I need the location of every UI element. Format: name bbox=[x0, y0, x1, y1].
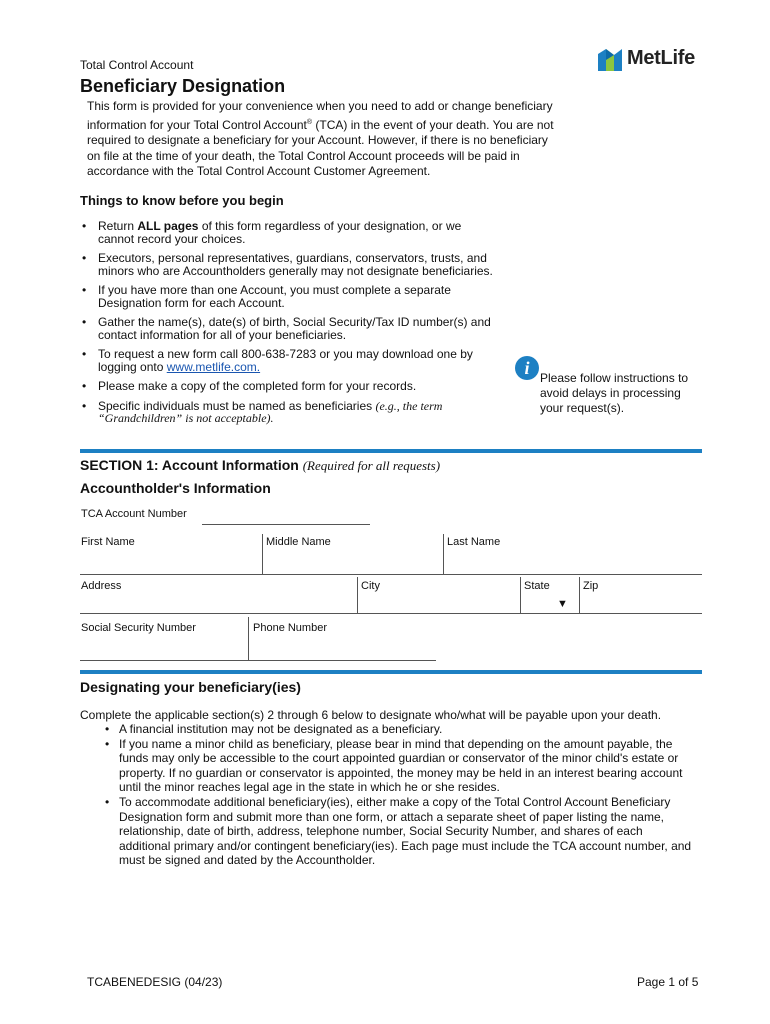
designating-list bbox=[105, 722, 695, 868]
intro-line bbox=[87, 115, 587, 134]
designating-intro: Complete the applicable section(s) 2 through 6 below to designate who/what will be payable upon your death. bbox=[80, 708, 662, 722]
last-name-label: Last Name bbox=[447, 536, 501, 548]
middle-name-label: Middle Name bbox=[266, 536, 331, 548]
list-text: Please make a copy of the completed form for your records. bbox=[98, 379, 417, 393]
list-item bbox=[80, 316, 500, 341]
list-item bbox=[80, 220, 500, 245]
intro-line: on file at the time of your death, the Total Control Account proceeds will be paid in bbox=[87, 148, 520, 163]
name-fields-line[interactable] bbox=[80, 574, 702, 575]
brand-name: MetLife bbox=[627, 47, 695, 69]
bullet: • bbox=[105, 736, 110, 751]
intro-line: accordance with the Total Control Account Customer Agreement. bbox=[87, 164, 431, 178]
city-label: City bbox=[361, 580, 380, 592]
list-text: Gather the name(s), date(s) of birth, Social Security/Tax ID number(s) and contact information for all of your beneficiaries. bbox=[98, 315, 491, 342]
address-label: Address bbox=[81, 580, 122, 592]
bullet: • bbox=[105, 794, 110, 809]
address-fields-line[interactable] bbox=[80, 613, 702, 614]
phone-label: Phone Number bbox=[253, 622, 327, 634]
list-text: To accommodate additional beneficiary(ies), either make a copy of the Total Control Account Beneficiary Designation form and submit more than one form, or attach a separate sheet of paper listing the name, relationship, date of birth, address, telephone number, Social Security Number, and shares of each additional primary and/or contingent beneficiary(ies). Each page must include the TCA account number, and must be signed and dated by the Accountholder. bbox=[119, 794, 692, 868]
info-note: Please follow instructions to avoid delays in processing your request(s). bbox=[540, 371, 689, 415]
field-divider bbox=[443, 534, 444, 575]
list-text-italic: (e.g., the term “Grandchildren” is not acceptable). bbox=[98, 398, 443, 425]
page-title: Beneficiary Designation bbox=[80, 76, 286, 96]
bullet: • bbox=[82, 315, 87, 329]
state-dropdown-arrow-icon[interactable]: ▼ bbox=[557, 598, 568, 610]
state-label: State bbox=[524, 580, 550, 592]
ssn-label: Social Security Number bbox=[81, 622, 196, 634]
bullet: • bbox=[105, 722, 110, 736]
section-divider bbox=[80, 449, 702, 453]
list-item bbox=[105, 795, 695, 868]
field-divider bbox=[520, 577, 521, 614]
metlife-logo-icon bbox=[597, 46, 623, 72]
zip-label: Zip bbox=[583, 580, 599, 592]
bullet: • bbox=[82, 347, 87, 361]
list-item bbox=[80, 252, 500, 277]
list-item bbox=[105, 722, 695, 737]
form-code: TCABENEDESIG (04/23) bbox=[87, 975, 223, 989]
list-text: Executors, personal representatives, guardians, conservators, trusts, and minors who are Accountholders generally may not designate beneficiaries. bbox=[98, 251, 493, 278]
section-divider bbox=[80, 670, 702, 674]
designating-heading: Designating your beneficiary(ies) bbox=[80, 679, 301, 695]
intro-paragraph bbox=[87, 99, 587, 180]
list-text: A financial institution may not be designated as a beneficiary. bbox=[119, 722, 443, 736]
list-item bbox=[80, 380, 500, 393]
ssn-phone-fields-line[interactable] bbox=[80, 660, 436, 661]
page-number: Page 1 of 5 bbox=[637, 975, 699, 989]
list-text: If you have more than one Account, you must complete a separate Designation form for each Account. bbox=[98, 283, 451, 310]
list-text-bold: ALL pages bbox=[137, 219, 199, 233]
intro-line: This form is provided for your convenience when you need to add or change beneficiary bbox=[87, 99, 553, 113]
intro-line: required to designate a beneficiary for your Account. However, if there is no beneficiary bbox=[87, 133, 548, 147]
intro-text: information for your Total Control Account bbox=[87, 117, 307, 132]
list-item bbox=[80, 284, 500, 309]
accountholder-info-heading: Accountholder's Information bbox=[80, 480, 271, 496]
info-icon: i bbox=[515, 356, 539, 380]
list-item bbox=[80, 400, 500, 425]
bullet: • bbox=[82, 251, 87, 265]
registered-mark: ® bbox=[306, 118, 313, 126]
things-to-know-heading: Things to know before you begin bbox=[80, 193, 284, 208]
list-item bbox=[80, 348, 500, 373]
list-text: If you name a minor child as beneficiary, please bear in mind that depending on the amount payable, the funds may only be accessible to the court appointed guardian or conservator of the minor child's estate or property. If no guardian or conservator is appointed, the money may be held in an interest bearing account until the minor reaches legal age in the state in which he or she resides. bbox=[119, 736, 683, 795]
list-text: To request a new form call 800-638-7283 or you may download one by logging onto bbox=[98, 347, 473, 374]
bullet: • bbox=[82, 283, 87, 297]
field-divider bbox=[357, 577, 358, 614]
field-divider bbox=[262, 534, 263, 575]
list-text: Return bbox=[98, 219, 138, 233]
first-name-label: First Name bbox=[81, 536, 135, 548]
bullet: • bbox=[82, 379, 87, 393]
bullet: • bbox=[82, 219, 87, 233]
required-note: (Required for all requests) bbox=[302, 458, 441, 473]
tca-account-number-label: TCA Account Number bbox=[81, 508, 187, 520]
account-type-label: Total Control Account bbox=[80, 58, 194, 72]
list-text: Specific individuals must be named as beneficiaries bbox=[98, 398, 376, 413]
section-1-title-text: SECTION 1: Account Information bbox=[80, 457, 303, 473]
list-text: of this form regardless of your designation, or we cannot record your choices. bbox=[98, 219, 462, 246]
metlife-website-link[interactable]: www.metlife.com. bbox=[166, 359, 261, 374]
list-item bbox=[105, 737, 695, 795]
bullet: • bbox=[82, 398, 87, 413]
section-1-title bbox=[80, 457, 440, 474]
intro-text: (TCA) in the event of your death. You are not bbox=[312, 117, 554, 132]
tca-account-number-field[interactable] bbox=[202, 524, 370, 525]
field-divider bbox=[579, 577, 580, 614]
field-divider bbox=[248, 617, 249, 661]
things-to-know-list bbox=[80, 220, 500, 432]
